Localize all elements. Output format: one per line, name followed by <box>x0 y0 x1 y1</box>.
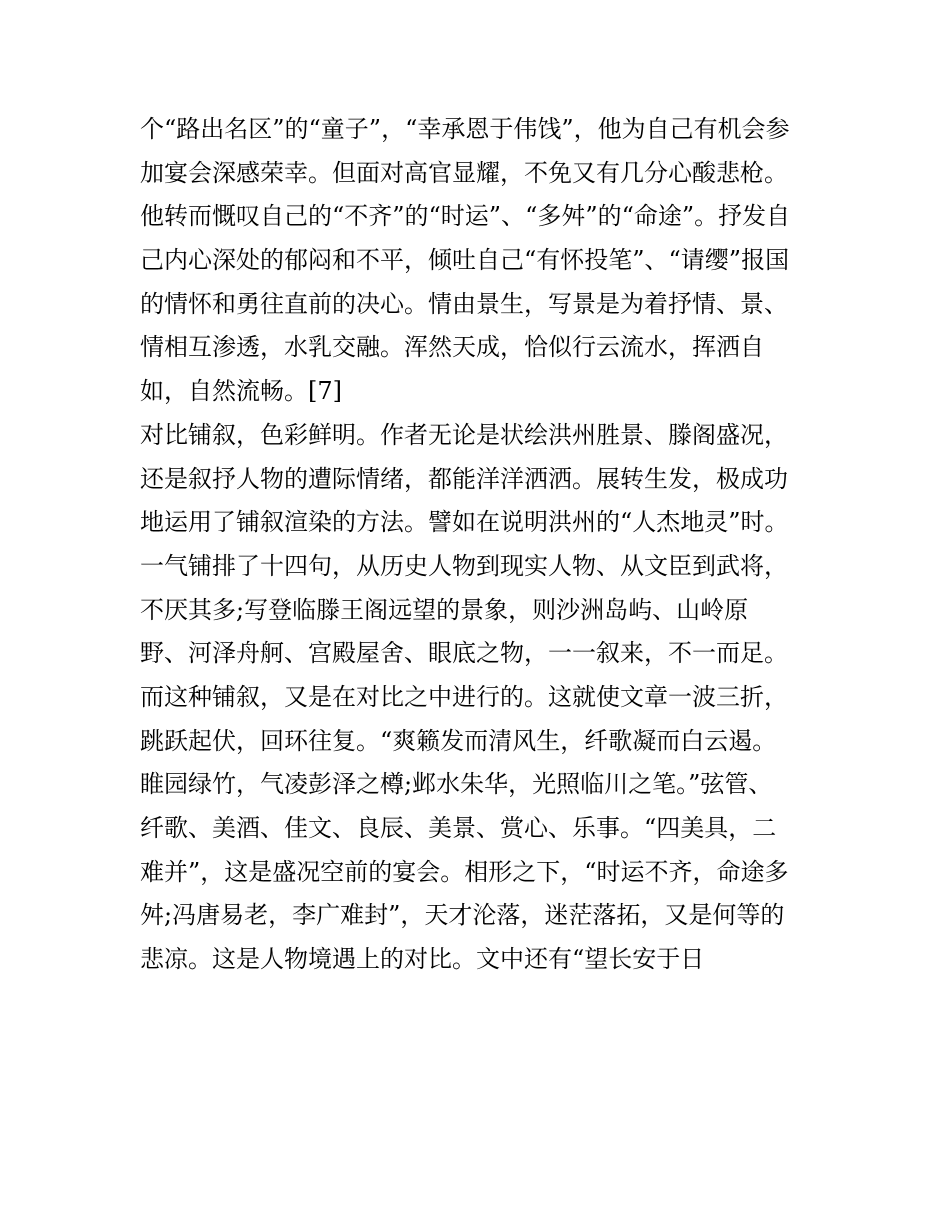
text-line: 己内心深处的郁闷和不平，倾吐自己“有怀投笔”、“请缨”报国 <box>140 246 790 275</box>
text-line: 的情怀和勇往直前的决心。情由景生，写景是为着抒情、景、 <box>140 289 788 318</box>
text-line: 地运用了铺叙渲染的方法。譬如在说明洪州的“人杰地灵”时。 <box>140 508 789 537</box>
text-line: 悲凉。这是人物境遇上的对比。文中还有“望长安于日 <box>140 945 705 974</box>
text-line: 加宴会深感荣幸。但面对高官显耀，不免又有几分心酸悲枪。 <box>140 158 788 187</box>
text-line: 他转而慨叹自己的“不齐”的“时运”、“多舛”的“命途”。抒发自 <box>140 202 791 231</box>
text-line: 还是叙抒人物的遭际情绪，都能洋洋洒洒。展转生发，极成功 <box>140 464 788 493</box>
text-line: 舛;冯唐易老，李广难封”，天才沦落，迷茫落拓，又是何等的 <box>140 901 785 930</box>
text-line: 纤歌、美酒、佳文、良辰、美景、赏心、乐事。“四美具，二 <box>140 814 777 842</box>
text-line: 一气铺排了十四句，从历史人物到现实人物、从文臣到武将， <box>140 551 788 580</box>
text-line: 不厌其多;写登临滕王阁远望的景象，则沙洲岛屿、山岭原 <box>140 595 749 624</box>
text-line: 野、河泽舟舸、宫殿屋舍、眼底之物，一一叙来，不一而足。 <box>140 639 788 668</box>
text-line: 睢园绿竹，气凌彭泽之樽;邺水朱华，光照临川之笔。”弦管、 <box>140 770 773 799</box>
text-line: 对比铺叙，色彩鲜明。作者无论是状绘洪州胜景、滕阁盛况， <box>140 420 788 449</box>
text-line: 而这种铺叙，又是在对比之中进行的。这就使文章一波三折， <box>140 682 788 711</box>
text-line: 个“路出名区”的“童子”，“幸承恩于伟饯”，他为自己有机会参 <box>140 115 790 143</box>
text-line: 如，自然流畅。[7] <box>140 377 342 406</box>
text-line: 情相互渗透，水乳交融。浑然天成，恰似行云流水，挥洒自 <box>140 333 764 362</box>
text-line: 跳跃起伏，回环往复。“爽籁发而清风生，纤歌凝而白云遏。 <box>140 726 777 755</box>
body-text <box>140 108 830 982</box>
text-line: 难并”，这是盛况空前的宴会。相形之下，“时运不齐，命途多 <box>140 857 789 886</box>
